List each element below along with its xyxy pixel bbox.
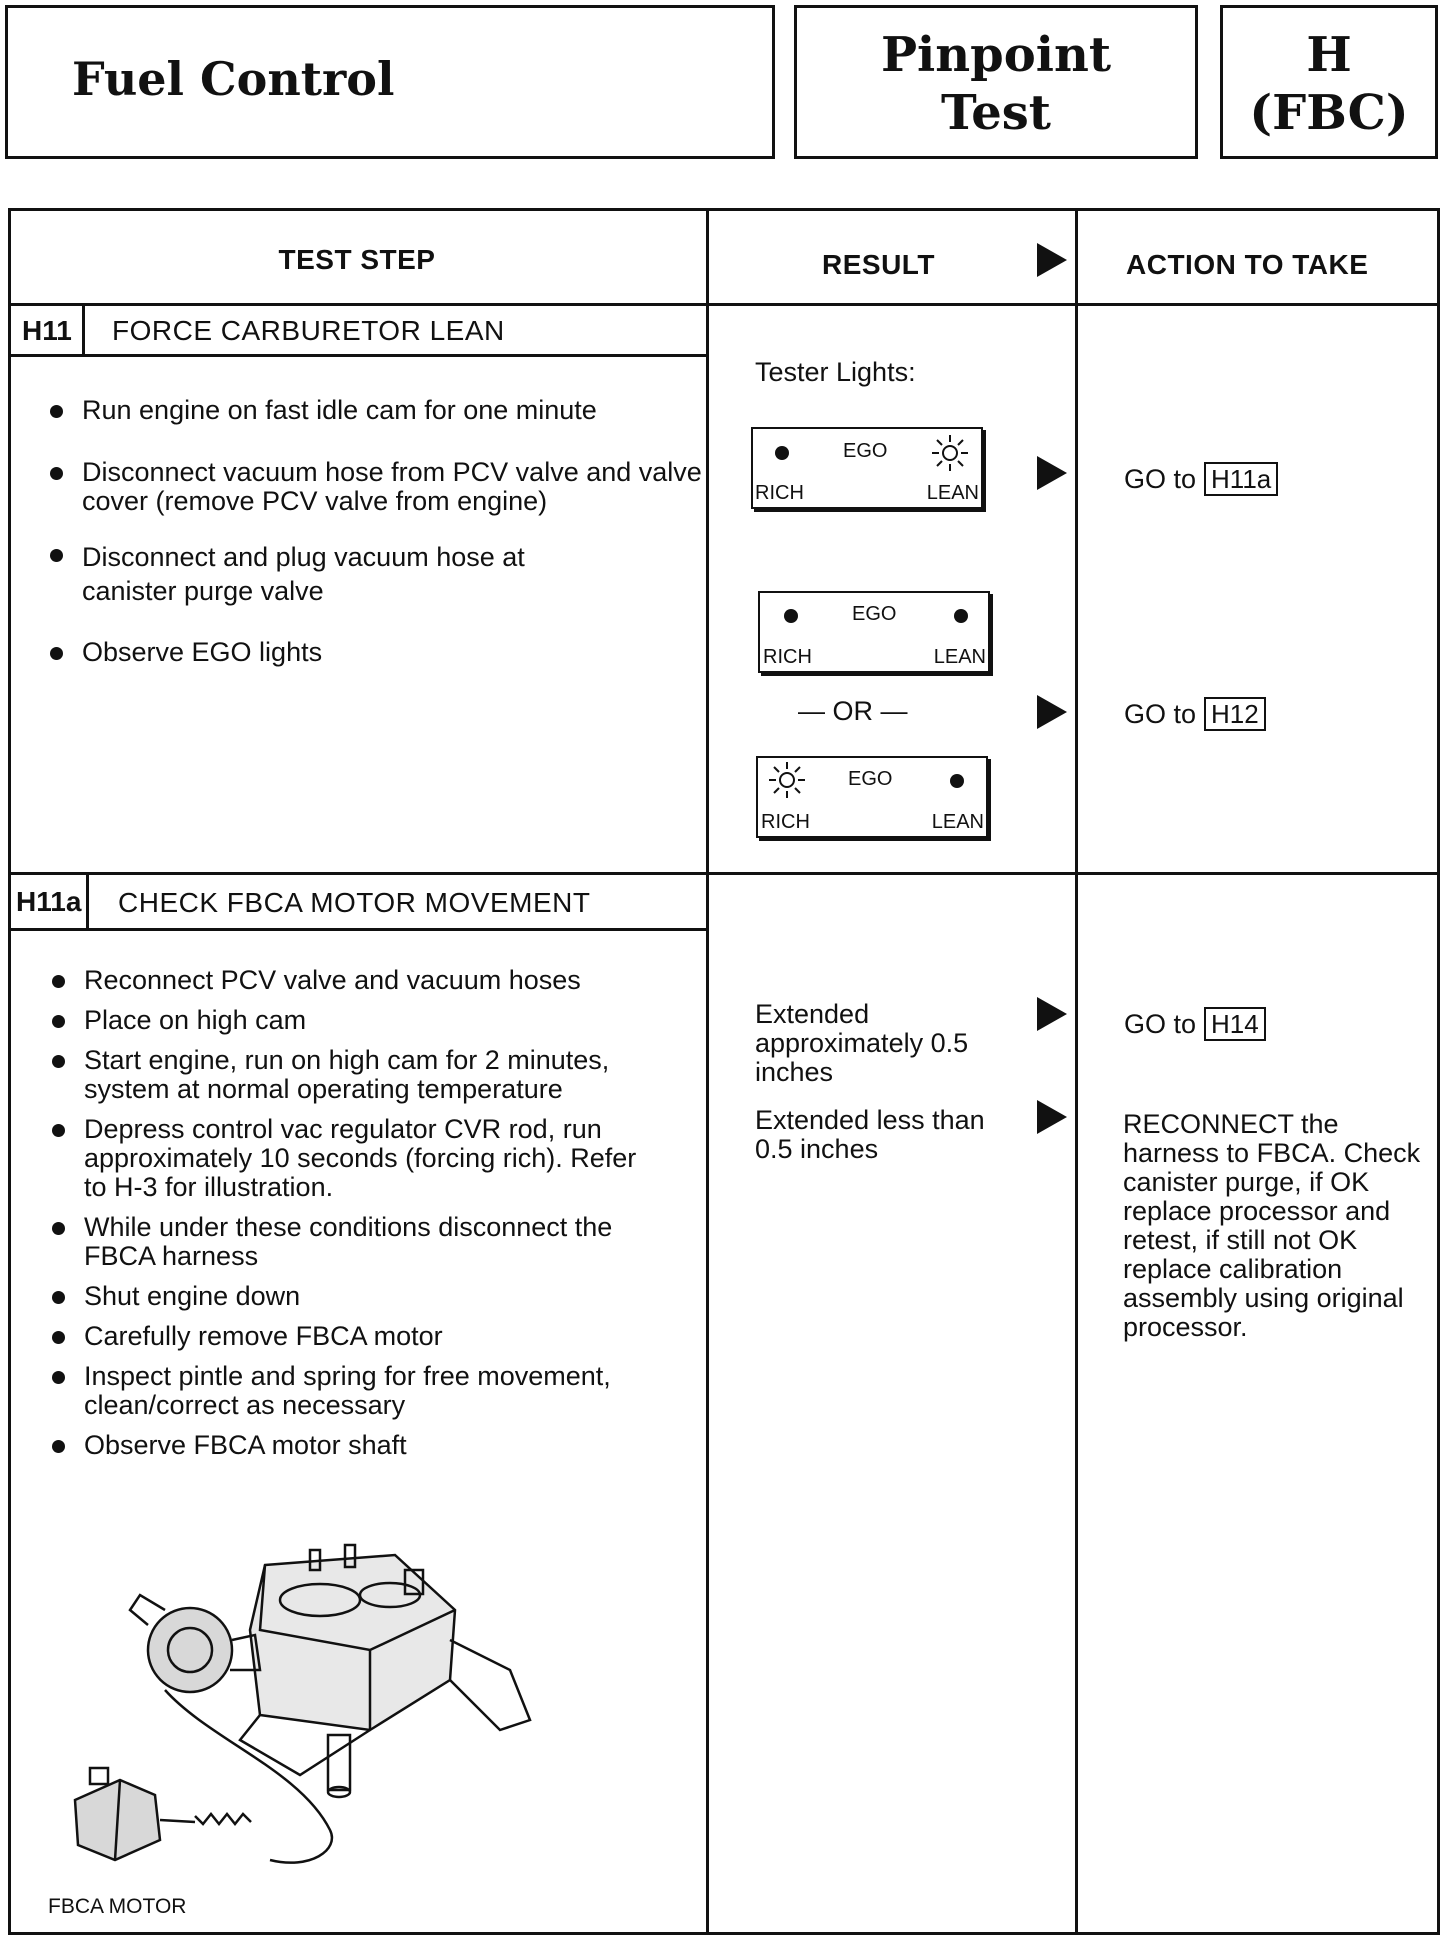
list-item: Disconnect vacuum hose from PCV valve and valve cover (remove PCV valve from engine) [48, 458, 706, 516]
rich-light-off-icon [775, 446, 789, 460]
ego-label: EGO [852, 603, 897, 625]
page-title: Fuel Control [72, 52, 395, 106]
test-type-line1: Pinpoint [880, 27, 1112, 83]
go-to-label: GO to [1124, 464, 1197, 494]
step-h11a-bullets [50, 966, 660, 1460]
go-to-label: GO to [1124, 1009, 1197, 1039]
step-header-h11 [8, 303, 706, 357]
lean-light-on-icon [931, 434, 969, 472]
lean-label: LEAN [926, 482, 979, 504]
list-item: Observe FBCA motor shaft [50, 1431, 660, 1460]
step-title: FORCE CARBURETOR LEAN [112, 315, 505, 346]
rich-label: RICH [755, 482, 804, 504]
step-number: H11 [22, 315, 72, 346]
rich-label: RICH [763, 646, 812, 668]
test-code-line1: H [1306, 27, 1352, 83]
result-arrow-icon [1037, 997, 1067, 1031]
ego-light-panel-rich-on [756, 756, 988, 838]
ego-label: EGO [848, 768, 893, 790]
list-item: Run engine on fast idle cam for one minute [48, 396, 706, 425]
result-arrow-icon [1037, 456, 1067, 490]
rich-light-off-icon [784, 609, 798, 623]
result-extended-less: Extended less than 0.5 inches [755, 1105, 985, 1164]
col-header-result: RESULT [822, 249, 935, 280]
lean-label: LEAN [931, 811, 984, 833]
figure-caption: FBCA MOTOR [48, 1895, 187, 1918]
column-divider-1 [706, 208, 709, 1935]
step-number: H11a [16, 886, 82, 917]
result-arrow-icon [1037, 695, 1067, 729]
title-box [5, 5, 775, 159]
list-item: Start engine, run on high cam for 2 minutes, system at normal operating temperature [50, 1046, 660, 1104]
list-item: Depress control vac regulator CVR rod, run approximately 10 seconds (forcing rich). Refer to H-3 for illustration. [50, 1115, 660, 1202]
column-divider-2 [1075, 208, 1078, 1935]
rich-label: RICH [761, 811, 810, 833]
lean-light-off-icon [950, 774, 964, 788]
carburetor-illustration [70, 1540, 540, 1900]
step-header-h11a [8, 875, 706, 931]
step-ref-h11a[interactable]: H11a [1204, 462, 1278, 496]
action-reconnect-harness: RECONNECT the harness to FBCA. Check canister purge, if OK replace processor and retest, if still not OK replace calibration assembly using original processor. [1123, 1109, 1421, 1342]
action-go-to-h12 [1124, 697, 1266, 731]
step-number-divider [82, 303, 85, 354]
list-item: Shut engine down [50, 1282, 660, 1311]
action-go-to-h11a [1124, 462, 1278, 496]
action-go-to-h14 [1124, 1007, 1266, 1041]
step-title: CHECK FBCA MOTOR MOVEMENT [118, 887, 591, 918]
list-item: Place on high cam [50, 1006, 660, 1035]
tester-lights-label: Tester Lights: [755, 357, 916, 387]
test-type-line2: Test [941, 85, 1051, 141]
list-item: Carefully remove FBCA motor [50, 1322, 660, 1351]
list-item: Disconnect and plug vacuum hose at canister purge valve [48, 540, 706, 608]
ego-light-panel-both-off [758, 591, 990, 673]
step-ref-h14[interactable]: H14 [1204, 1007, 1266, 1041]
lean-light-off-icon [954, 609, 968, 623]
list-item: Observe EGO lights [48, 638, 706, 667]
step-h11-bullets [48, 396, 706, 667]
test-type-box [794, 5, 1198, 159]
list-item: Reconnect PCV valve and vacuum hoses [50, 966, 660, 995]
go-to-label: GO to [1124, 699, 1197, 729]
result-arrow-icon [1037, 1100, 1067, 1134]
test-code-line2: (FBC) [1249, 85, 1409, 141]
step-number-divider [86, 875, 89, 928]
lean-label: LEAN [933, 646, 986, 668]
rich-light-on-icon [768, 761, 806, 799]
result-extended-half-inch: Extended approximately 0.5 inches [755, 999, 969, 1087]
step-ref-h12[interactable]: H12 [1204, 697, 1266, 731]
test-code-box [1220, 5, 1438, 159]
or-separator: — OR — [798, 696, 908, 726]
list-item: Inspect pintle and spring for free movement, clean/correct as necessary [50, 1362, 660, 1420]
col-header-action: ACTION TO TAKE [1126, 249, 1369, 280]
col-header-test-step: TEST STEP [278, 244, 436, 275]
result-arrow-icon [1037, 243, 1067, 277]
ego-label: EGO [843, 440, 888, 462]
list-item: While under these conditions disconnect the FBCA harness [50, 1213, 660, 1271]
ego-light-panel-lean-on [751, 427, 983, 509]
